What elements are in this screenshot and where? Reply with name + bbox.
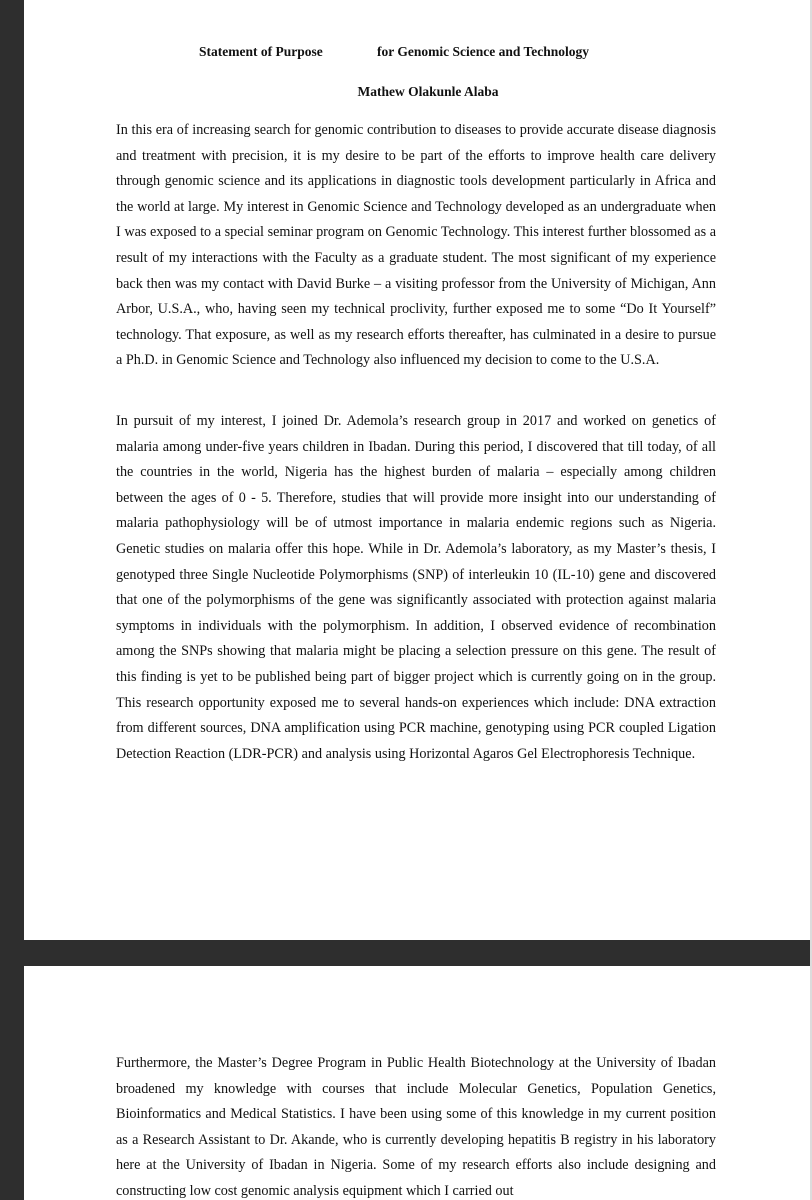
title-left: Statement of Purpose	[199, 44, 323, 59]
author-name: Mathew Olakunle Alaba	[357, 84, 499, 99]
paragraph-1: In this era of increasing search for genomic contribution to diseases to provide accurate disease diagnosis and treatment with precision, it is my desire to be part of the efforts to improve health care delivery through genomic science and its applications in diagnostic tools development particularly in Africa and the world at large. My interest in Genomic Science and Technology developed as an undergraduate when I was exposed to a special seminar program on Genomic Technology. This interest further blossomed as a result of my interactions with the Faculty as a graduate student. The most significant of my experience back then was my contact with David Burke – a visiting professor from the University of Michigan, Ann Arbor, U.S.A., who, having seen my technical proclivity, further exposed me to some “Do It Yourself” technology. That exposure, as well as my research efforts thereafter, has culminated in a desire to pursue a Ph.D. in Genomic Science and Technology also influenced my decision to come to the U.S.A.	[116, 122, 716, 369]
document-page-1	[24, 0, 812, 940]
paragraph-3: Furthermore, the Master’s Degree Program in Public Health Biotechnology at the University of Ibadan broadened my knowledge with courses that include Molecular Genetics, Population Genetics, Bioinformatics and Medical Statistics. I have been using some of this knowledge in my current position as a Research Assistant to Dr. Akande, who is currently developing hepatitis B registry in his laboratory here at the University of Ibadan in Nigeria. Some of my research efforts also include designing and constructing low cost genomic analysis equipment which I carried out	[116, 1055, 716, 1199]
title-right: for Genomic Science and Technology	[377, 44, 590, 59]
paragraph-2: In pursuit of my interest, I joined Dr. Ademola’s research group in 2017 and worked on genetics of malaria among under-five years children in Ibadan. During this period, I discovered that till today, of all the countries in the world, Nigeria has the highest burden of malaria – especially among children between the ages of 0 - 5. Therefore, studies that will provide more insight into our understanding of malaria pathophysiology will be of utmost importance in malaria endemic regions such as Nigeria. Genetic studies on malaria offer this hope. While in Dr. Ademola’s laboratory, as my Master’s thesis, I genotyped three Single Nucleotide Polymorphisms (SNP) of interleukin 10 (IL-10) gene and discovered that one of the polymorphisms of the gene was significantly associated with protection against malaria symptoms in individuals with the polymorphism. In addition, I observed evidence of recombination among the SNPs showing that malaria might be placing a selection pressure on this gene. The result of this finding is yet to be published being part of bigger project which is currently going on in the group. This research opportunity exposed me to several hands-on experiences which include: DNA extraction from different sources, DNA amplification using PCR machine, genotyping using PCR coupled Ligation Detection Reaction (LDR-PCR) and analysis using Horizontal Agaros Gel Electrophoresis Technique.	[116, 413, 716, 762]
document-page-2	[24, 966, 812, 1200]
